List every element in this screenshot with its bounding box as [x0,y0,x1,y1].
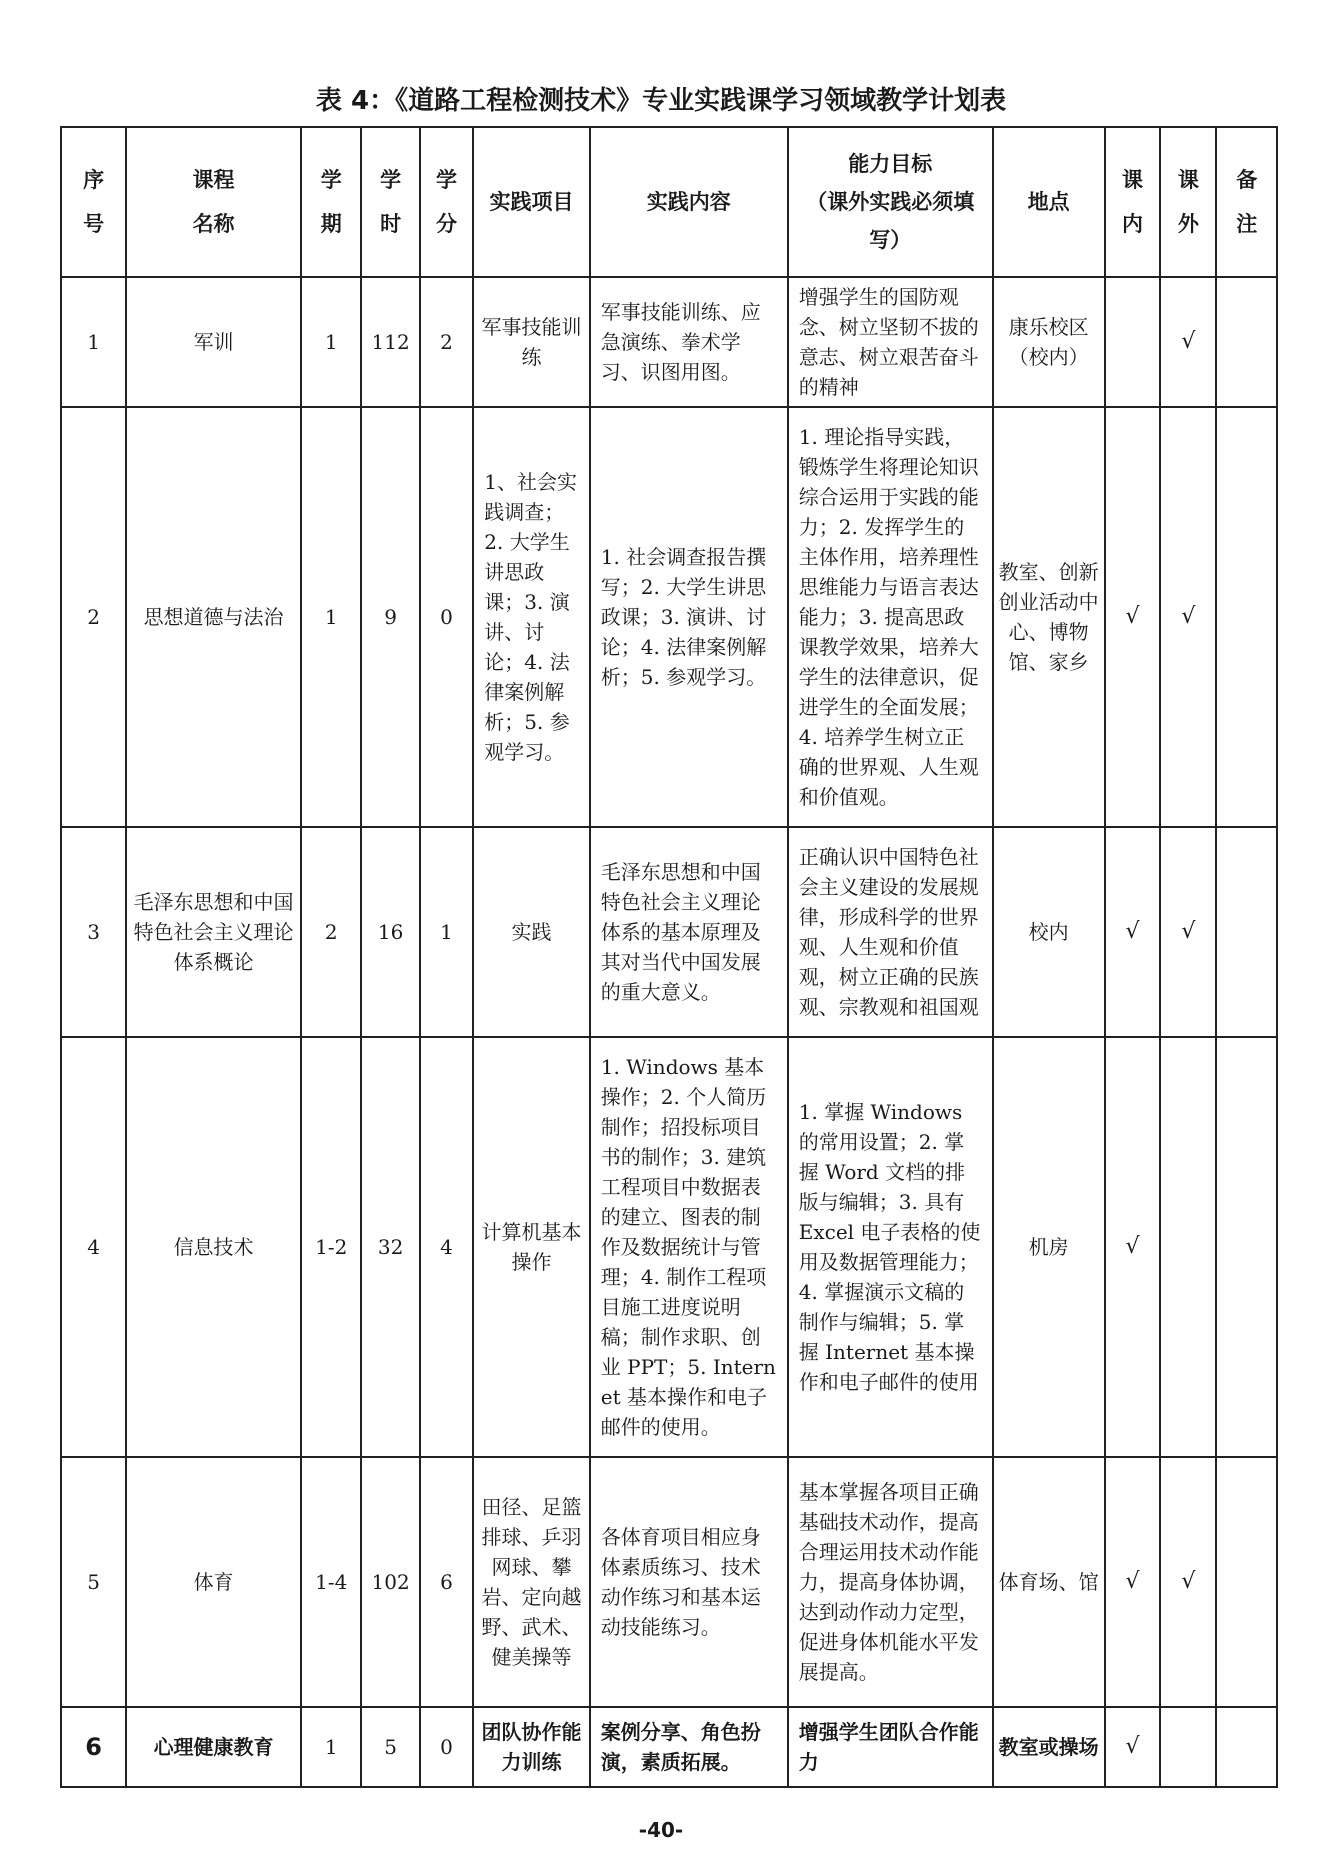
header-place: 地点 [993,127,1105,277]
header-credits: 学分 [420,127,474,277]
cell-seq: 1 [61,277,126,407]
cell-project: 团队协作能力训练 [473,1707,589,1787]
cell-credits: 2 [420,277,474,407]
header-row [61,127,1277,277]
cell-project: 1、社会实践调查；2. 大学生讲思政课；3. 演讲、讨论；4. 法律案例解析；5. 参观学习。 [473,407,589,827]
cell-inside: √ [1105,1037,1161,1457]
cell-credits: 0 [420,1707,474,1787]
cell-place: 体育场、馆 [993,1457,1105,1707]
page-title: 表 4：《道路工程检测技术》专业实践课学习领域教学计划表 [315,86,1007,116]
cell-outside [1160,1707,1216,1787]
cell-course: 思想道德与法治 [126,407,301,827]
cell-outside: √ [1160,407,1216,827]
table-row [61,407,1277,827]
header-goal-title: 能力目标 [848,152,933,176]
cell-place: 康乐校区（校内） [993,277,1105,407]
cell-place: 机房 [993,1037,1105,1457]
cell-note [1216,407,1277,827]
header-content: 实践内容 [590,127,788,277]
cell-seq: 3 [61,827,126,1037]
cell-hours: 102 [361,1457,419,1707]
header-goal-sub: （课外实践必须填写） [806,190,975,252]
cell-goal: 正确认识中国特色社会主义建设的发展规律，形成科学的世界观、人生观和价值观，树立正确的民族观、宗教观和祖国观 [788,827,993,1037]
cell-place: 校内 [993,827,1105,1037]
table-row [61,277,1277,407]
cell-term: 2 [301,827,362,1037]
cell-goal: 1. 掌握 Windows 的常用设置；2. 掌握 Word 文档的排版与编辑；3. 具有 Excel 电子表格的使用及数据管理能力；4. 掌握演示文稿的制作与编辑；5. 掌握 Internet 基本操作和电子邮件的使用 [788,1037,993,1457]
header-hours: 学时 [361,127,419,277]
teaching-plan-table [60,126,1278,1788]
cell-course: 信息技术 [126,1037,301,1457]
cell-inside: √ [1105,1707,1161,1787]
header-note: 备注 [1216,127,1277,277]
cell-note [1216,827,1277,1037]
cell-note [1216,1707,1277,1787]
cell-outside: √ [1160,1457,1216,1707]
cell-term: 1 [301,1707,362,1787]
cell-inside: √ [1105,1457,1161,1707]
cell-hours: 112 [361,277,419,407]
cell-project: 军事技能训练 [473,277,589,407]
table-row [61,1037,1277,1457]
cell-note [1216,1037,1277,1457]
cell-project: 实践 [473,827,589,1037]
cell-course: 军训 [126,277,301,407]
cell-hours: 16 [361,827,419,1037]
header-inside: 课内 [1105,127,1161,277]
cell-credits: 4 [420,1037,474,1457]
cell-term: 1-4 [301,1457,362,1707]
cell-hours: 5 [361,1707,419,1787]
header-goal [788,127,993,277]
cell-content: 1. Windows 基本操作；2. 个人简历制作；招投标项目书的制作；3. 建筑工程项目中数据表的建立、图表的制作及数据统计与管理；4. 制作工程项目施工进度说明稿；制作求职、创业 PPT；5. Internet 基本操作和电子邮件的使用。 [590,1037,788,1457]
cell-course: 体育 [126,1457,301,1707]
header-outside: 课外 [1160,127,1216,277]
cell-course: 心理健康教育 [126,1707,301,1787]
cell-outside [1160,1037,1216,1457]
cell-credits: 6 [420,1457,474,1707]
cell-hours: 9 [361,407,419,827]
cell-content: 1. 社会调查报告撰写；2. 大学生讲思政课；3. 演讲、讨论；4. 法律案例解析；5. 参观学习。 [590,407,788,827]
header-term: 学期 [301,127,362,277]
cell-goal: 1. 理论指导实践，锻炼学生将理论知识综合运用于实践的能力；2. 发挥学生的主体作用，培养理性思维能力与语言表达能力；3. 提高思政课教学效果，培养大学生的法律意识，促进学生的全面发展；4. 培养学生树立正确的世界观、人生观和价值观。 [788,407,993,827]
cell-place: 教室、创新创业活动中心、博物馆、家乡 [993,407,1105,827]
cell-seq: 5 [61,1457,126,1707]
cell-term: 1 [301,277,362,407]
cell-inside [1105,277,1161,407]
cell-project: 计算机基本操作 [473,1037,589,1457]
header-seq: 序号 [61,127,126,277]
cell-course: 毛泽东思想和中国特色社会主义理论体系概论 [126,827,301,1037]
header-course: 课程名称 [126,127,301,277]
page-number: -40- [638,1818,684,1842]
cell-goal: 增强学生的国防观念、树立坚韧不拔的意志、树立艰苦奋斗的精神 [788,277,993,407]
table-row [61,827,1277,1037]
cell-seq: 6 [61,1707,126,1787]
table-row [61,1707,1277,1787]
cell-outside: √ [1160,277,1216,407]
cell-seq: 2 [61,407,126,827]
cell-credits: 0 [420,407,474,827]
cell-content: 军事技能训练、应急演练、拳术学习、识图用图。 [590,277,788,407]
cell-place: 教室或操场 [993,1707,1105,1787]
cell-project: 田径、足篮排球、乒羽网球、攀岩、定向越野、武术、健美操等 [473,1457,589,1707]
table-row [61,1457,1277,1707]
cell-note [1216,1457,1277,1707]
cell-seq: 4 [61,1037,126,1457]
cell-content: 案例分享、角色扮演，素质拓展。 [590,1707,788,1787]
cell-term: 1 [301,407,362,827]
cell-note [1216,277,1277,407]
cell-content: 毛泽东思想和中国特色社会主义理论体系的基本原理及其对当代中国发展的重大意义。 [590,827,788,1037]
cell-goal: 基本掌握各项目正确基础技术动作，提高合理运用技术动作能力，提高身体协调，达到动作动力定型，促进身体机能水平发展提高。 [788,1457,993,1707]
cell-credits: 1 [420,827,474,1037]
cell-term: 1-2 [301,1037,362,1457]
cell-outside: √ [1160,827,1216,1037]
cell-hours: 32 [361,1037,419,1457]
header-project: 实践项目 [473,127,589,277]
cell-content: 各体育项目相应身体素质练习、技术动作练习和基本运动技能练习。 [590,1457,788,1707]
cell-inside: √ [1105,827,1161,1037]
cell-goal: 增强学生团队合作能力 [788,1707,993,1787]
cell-inside: √ [1105,407,1161,827]
